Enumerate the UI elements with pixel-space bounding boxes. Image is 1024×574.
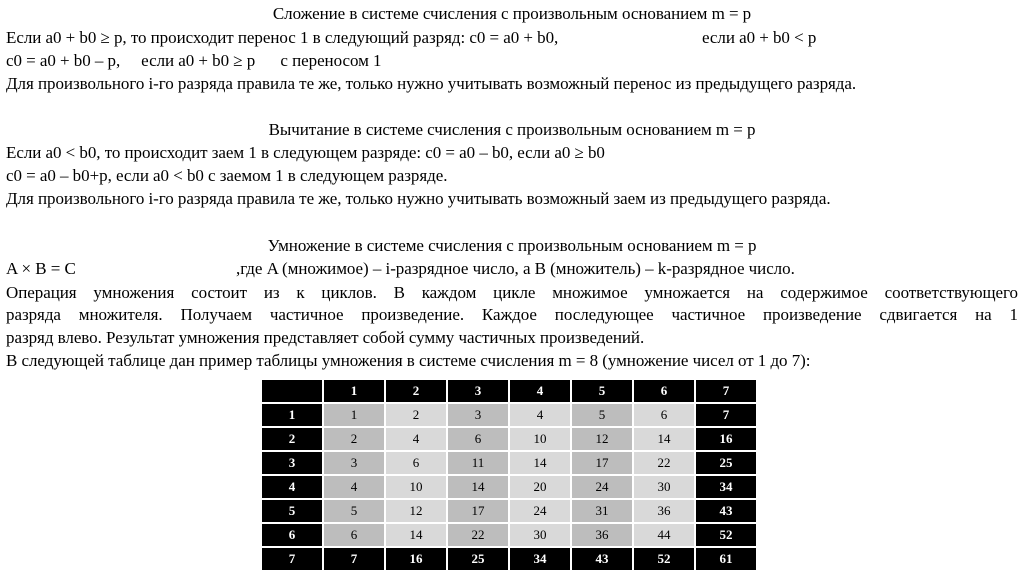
addition-line-1-left: Если a0 + b0 ≥ p, то происходит перенос 1 в следующий разряд: c0 = a0 + b0, xyxy=(6,28,559,47)
table-cell: 7 xyxy=(323,547,385,571)
table-cell: 44 xyxy=(633,523,695,547)
table-cell: 22 xyxy=(633,451,695,475)
table-header-cell: 3 xyxy=(447,379,509,403)
table-row xyxy=(261,547,757,571)
table-cell: 25 xyxy=(695,451,757,475)
table-row xyxy=(261,427,757,451)
table-row-header: 4 xyxy=(261,475,323,499)
table-intro: В следующей таблице дан пример таблицы умножения в системе счисления m = 8 (умножение чисел от 1 до 7): xyxy=(6,351,811,370)
table-cell: 36 xyxy=(571,523,633,547)
table-row-header: 6 xyxy=(261,523,323,547)
table-cell: 5 xyxy=(571,403,633,427)
table-cell: 20 xyxy=(509,475,571,499)
table-row-header: 1 xyxy=(261,403,323,427)
addition-line-2: c0 = a0 + b0 – p, если a0 + b0 ≥ p с переносом 1 xyxy=(6,51,382,70)
table-cell: 2 xyxy=(323,427,385,451)
table-cell: 34 xyxy=(695,475,757,499)
table-cell: 6 xyxy=(385,451,447,475)
table-header-row xyxy=(261,379,757,403)
table-header-cell: 6 xyxy=(633,379,695,403)
table-cell: 14 xyxy=(385,523,447,547)
multiplication-paragraph-line-2: разряда множителя. Получаем частичное произведение. Каждое последующее частичное произведение сдвигается на 1 xyxy=(6,305,1018,324)
table-cell: 1 xyxy=(323,403,385,427)
table-header-cell: 1 xyxy=(323,379,385,403)
table-cell: 25 xyxy=(447,547,509,571)
table-cell: 6 xyxy=(633,403,695,427)
table-cell: 31 xyxy=(571,499,633,523)
subtraction-line-3: Для произвольного i-го разряда правила те же, только нужно учитывать возможный заем из предыдущего разряда. xyxy=(6,189,831,208)
table-cell: 36 xyxy=(633,499,695,523)
table-cell: 52 xyxy=(633,547,695,571)
table-cell: 10 xyxy=(509,427,571,451)
table-cell: 16 xyxy=(695,427,757,451)
table-row-header: 5 xyxy=(261,499,323,523)
table-cell: 4 xyxy=(385,427,447,451)
table-cell: 5 xyxy=(323,499,385,523)
table-header-cell: 4 xyxy=(509,379,571,403)
table-cell: 7 xyxy=(695,403,757,427)
table-header-cell: 7 xyxy=(695,379,757,403)
table-cell: 3 xyxy=(323,451,385,475)
table-cell: 14 xyxy=(447,475,509,499)
table-cell: 11 xyxy=(447,451,509,475)
table-cell: 61 xyxy=(695,547,757,571)
table-row xyxy=(261,523,757,547)
table-cell: 2 xyxy=(385,403,447,427)
table-cell: 34 xyxy=(509,547,571,571)
table-row-header: 2 xyxy=(261,427,323,451)
table-cell: 17 xyxy=(447,499,509,523)
subtraction-line-1: Если a0 < b0, то происходит заем 1 в следующем разряде: c0 = a0 – b0, если a0 ≥ b0 xyxy=(6,143,605,162)
subtraction-title: Вычитание в системе счисления с произвольным основанием m = p xyxy=(268,120,756,139)
table-cell: 6 xyxy=(323,523,385,547)
table-cell: 12 xyxy=(385,499,447,523)
table-corner-cell xyxy=(261,379,323,403)
multiplication-title: Умножение в системе счисления с произвольным основанием m = p xyxy=(267,236,757,255)
table-cell: 24 xyxy=(571,475,633,499)
table-row-header: 7 xyxy=(261,547,323,571)
table-row xyxy=(261,499,757,523)
table-row xyxy=(261,475,757,499)
table-cell: 10 xyxy=(385,475,447,499)
multiplication-paragraph-line-1: Операция умножения состоит из к циклов. В каждом цикле множимое умножается на содержимое соответствующего xyxy=(6,283,1018,302)
table-cell: 14 xyxy=(633,427,695,451)
table-cell: 14 xyxy=(509,451,571,475)
table-row xyxy=(261,451,757,475)
multiplication-formula: A × B = C xyxy=(6,259,76,278)
table-header-cell: 2 xyxy=(385,379,447,403)
multiplication-formula-note: ,где A (множимое) – i-разрядное число, а B (множитель) – k-разрядное число. xyxy=(236,259,795,278)
table-cell: 30 xyxy=(509,523,571,547)
table-cell: 43 xyxy=(695,499,757,523)
addition-line-3: Для произвольного i-го разряда правила те же, только нужно учитывать возможный перенос из предыдущего разряда. xyxy=(6,74,857,93)
table-cell: 24 xyxy=(509,499,571,523)
table-row-header: 3 xyxy=(261,451,323,475)
table-cell: 12 xyxy=(571,427,633,451)
table-cell: 17 xyxy=(571,451,633,475)
table-cell: 30 xyxy=(633,475,695,499)
table-cell: 4 xyxy=(323,475,385,499)
table-row xyxy=(261,403,757,427)
table-cell: 52 xyxy=(695,523,757,547)
table-cell: 16 xyxy=(385,547,447,571)
table-cell: 4 xyxy=(509,403,571,427)
multiplication-paragraph-line-3: разряд влево. Результат умножения представляет собой сумму частичных произведений. xyxy=(6,328,645,347)
multiplication-table xyxy=(260,378,758,572)
table-cell: 3 xyxy=(447,403,509,427)
table-header-cell: 5 xyxy=(571,379,633,403)
table-cell: 22 xyxy=(447,523,509,547)
table-cell: 6 xyxy=(447,427,509,451)
subtraction-line-2: c0 = a0 – b0+p, если a0 < b0 с заемом 1 в следующем разряде. xyxy=(6,166,448,185)
addition-title: Сложение в системе счисления с произвольным основанием m = p xyxy=(272,4,752,23)
table-cell: 43 xyxy=(571,547,633,571)
addition-line-1-right: если a0 + b0 < p xyxy=(702,28,817,47)
